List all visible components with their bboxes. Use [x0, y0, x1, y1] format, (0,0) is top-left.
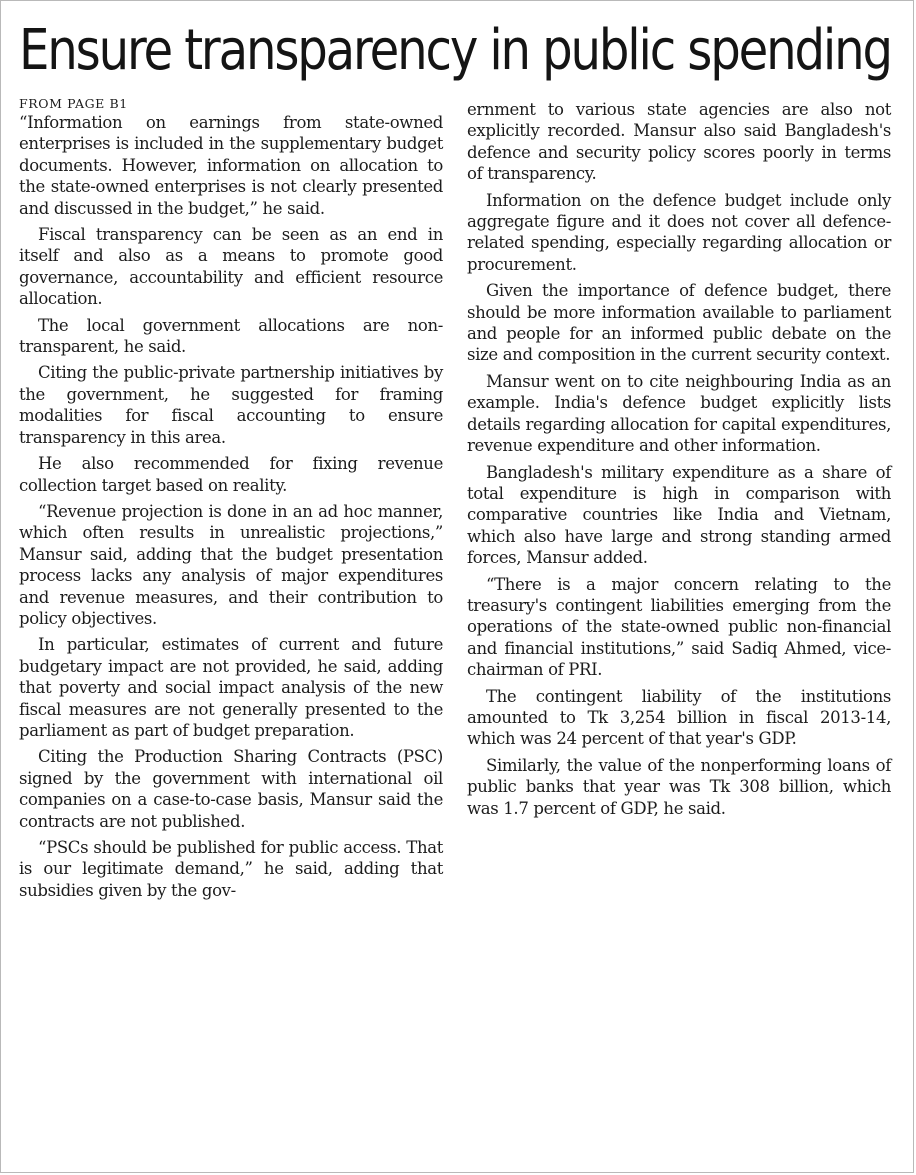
paragraph: Citing the public-private partnership initiatives by the government, he suggested for framing modalities for fiscal accounting to ensure transparency in this area. [19, 363, 443, 447]
paragraph: In particular, estimates of current and future budgetary impact are not provided, he said, adding that poverty and social impact analysis of the new fiscal measures are not generally presented to the parliament as part of budget preparation. [19, 635, 443, 740]
paragraph: Bangladesh's military expenditure as a share of total expenditure is high in comparison with comparative countries like India and Vietnam, which also have large and strong standing armed forces, Mansur added. [467, 462, 891, 568]
paragraph: The contingent liability of the institutions amounted to Tk 3,254 billion in fiscal 2013-14, which was 24 percent of that year's GDP. [467, 686, 891, 749]
paragraph: Given the importance of defence budget, there should be more information available to parliament and people for an informed public debate on the size and composition in the current security context. [467, 281, 891, 365]
continuation-label: FROM PAGE B1 [19, 96, 128, 111]
paragraph: Mansur went on to cite neighbouring India as an example. India's defence budget explicitly lists details regarding allocation for capital expenditures, revenue expenditure and other information. [467, 371, 891, 456]
paragraph: Citing the Production Sharing Contracts (PSC) signed by the government with international oil companies on a case-to-case basis, Mansur said the contracts are not published. [19, 747, 443, 831]
paragraph: “PSCs should be published for public access. That is our legitimate demand,” he said, adding that subsidies given by the gov- [19, 838, 443, 900]
paragraph: ernment to various state agencies are also not explicitly recorded. Mansur also said Bangladesh's defence and security policy scores poorly in terms of transparency. [467, 100, 891, 184]
paragraph: Information on the defence budget include only aggregate figure and it does not cover all defence-related spending, especially regarding allocation or procurement. [467, 190, 891, 274]
paragraph: “There is a major concern relating to the treasury's contingent liabilities emerging from the operations of the state-owned public non-financial and financial institutions,” said Sadiq Ahmed, vice-chairman of PRI. [467, 574, 891, 680]
paragraph: “Information on earnings from state-owned enterprises is included in the supplementary budget documents. However, information on allocation to the state-owned enterprises is not clearly presented and discussed in the budget,” he said. [19, 113, 443, 218]
paragraph: Fiscal transparency can be seen as an end in itself and also as a means to promote good governance, accountability and efficient resource allocation. [19, 225, 443, 309]
headline: Ensure transparency in public spending [19, 18, 891, 83]
article-column-left [19, 97, 443, 906]
paragraph: Similarly, the value of the nonperforming loans of public banks that year was Tk 308 billion, which was 1.7 percent of GDP, he said. [467, 755, 891, 818]
article-column-right [467, 99, 891, 824]
paragraph: He also recommended for fixing revenue collection target based on reality. [19, 454, 443, 495]
paragraph: The local government allocations are non-transparent, he said. [19, 315, 443, 357]
paragraph: “Revenue projection is done in an ad hoc manner, which often results in unrealistic projections,” Mansur said, adding that the budget presentation process lacks any analysis of major expenditures and revenue measures, and their contribution to policy objectives. [19, 501, 443, 628]
